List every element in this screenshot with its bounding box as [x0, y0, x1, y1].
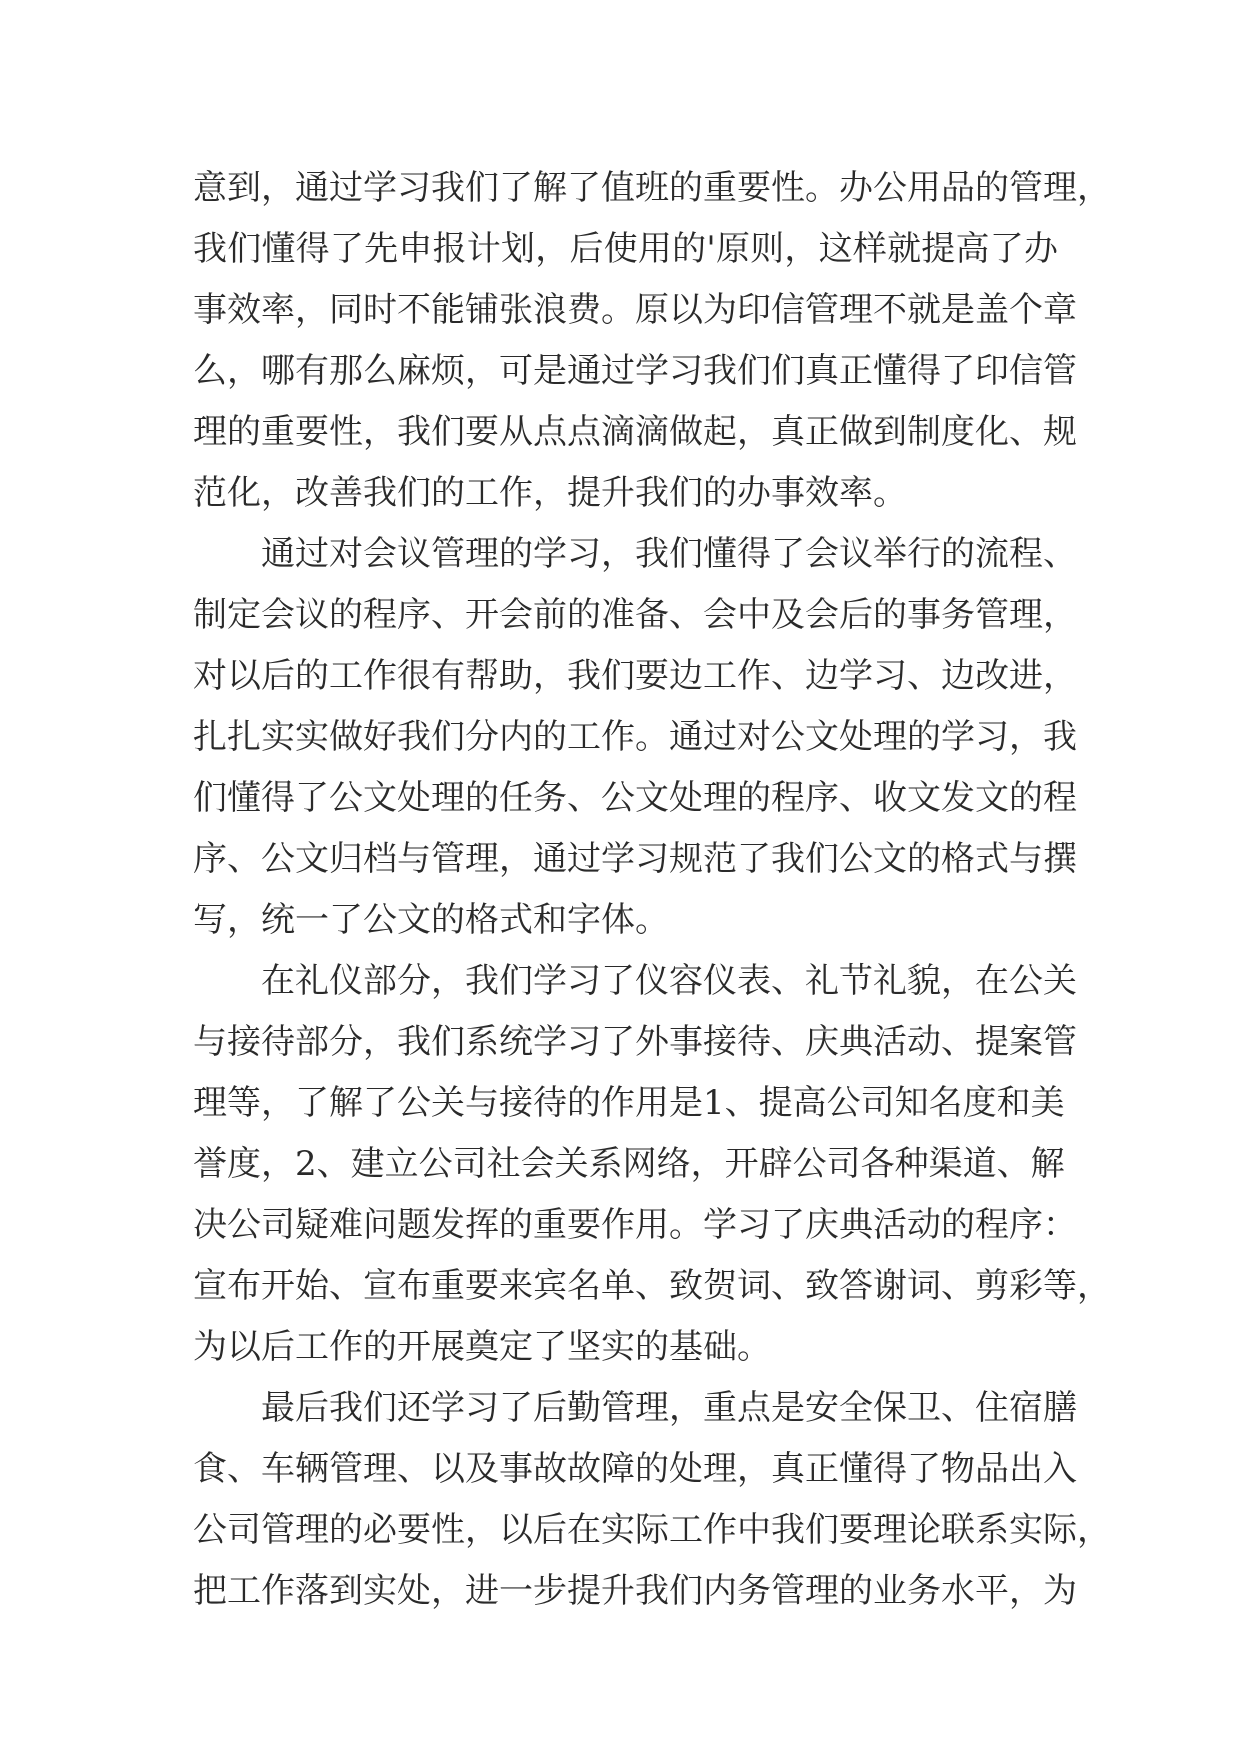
text-line: 们懂得了公文处理的任务、公文处理的程序、收文发文的程	[193, 778, 1077, 818]
text-line: 食、车辆管理、以及事故故障的处理，真正懂得了物品出入	[193, 1449, 1077, 1489]
document-body	[193, 158, 1111, 1622]
text-line: 意到，通过学习我们了解了值班的重要性。办公用品的管理，	[193, 168, 1111, 208]
text-line: 把工作落到实处，进一步提升我们内务管理的业务水平，为	[193, 1571, 1077, 1611]
text-line: 写，统一了公文的格式和字体。	[193, 900, 669, 940]
text-line: 通过对会议管理的学习，我们懂得了会议举行的流程、	[193, 534, 1077, 574]
text-line: 理等，了解了公关与接待的作用是1、提高公司知名度和美	[193, 1083, 1065, 1123]
text-line: 誉度，2、建立公司社会关系网络，开辟公司各种渠道、解	[193, 1144, 1065, 1184]
text-line: 扎扎实实做好我们分内的工作。通过对公文处理的学习，我	[193, 717, 1077, 757]
paragraph-1	[193, 158, 1111, 524]
text-line: 在礼仪部分，我们学习了仪容仪表、礼节礼貌，在公关	[193, 961, 1077, 1001]
text-line: 最后我们还学习了后勤管理，重点是安全保卫、住宿膳	[193, 1388, 1077, 1428]
text-line: 事效率，同时不能铺张浪费。原以为印信管理不就是盖个章	[193, 290, 1077, 330]
text-line: 为以后工作的开展奠定了坚实的基础。	[193, 1327, 771, 1367]
text-line: 公司管理的必要性，以后在实际工作中我们要理论联系实际，	[193, 1510, 1111, 1550]
text-line: 与接待部分，我们系统学习了外事接待、庆典活动、提案管	[193, 1022, 1077, 1062]
text-line: 么，哪有那么麻烦，可是通过学习我们们真正懂得了印信管	[193, 351, 1077, 391]
text-line: 宣布开始、宣布重要来宾名单、致贺词、致答谢词、剪彩等，	[193, 1266, 1111, 1306]
text-line: 范化，改善我们的工作，提升我们的办事效率。	[193, 473, 907, 513]
text-line: 决公司疑难问题发挥的重要作用。学习了庆典活动的程序：	[193, 1205, 1077, 1245]
paragraph-4	[193, 1378, 1111, 1622]
text-line: 序、公文归档与管理，通过学习规范了我们公文的格式与撰	[193, 839, 1077, 879]
text-line: 制定会议的程序、开会前的准备、会中及会后的事务管理，	[193, 595, 1077, 635]
text-line: 理的重要性，我们要从点点滴滴做起，真正做到制度化、规	[193, 412, 1077, 452]
text-line: 对以后的工作很有帮助，我们要边工作、边学习、边改进，	[193, 656, 1077, 696]
text-line: 我们懂得了先申报计划，后使用的'原则，这样就提高了办	[193, 229, 1058, 269]
paragraph-3	[193, 951, 1111, 1378]
paragraph-2	[193, 524, 1077, 951]
